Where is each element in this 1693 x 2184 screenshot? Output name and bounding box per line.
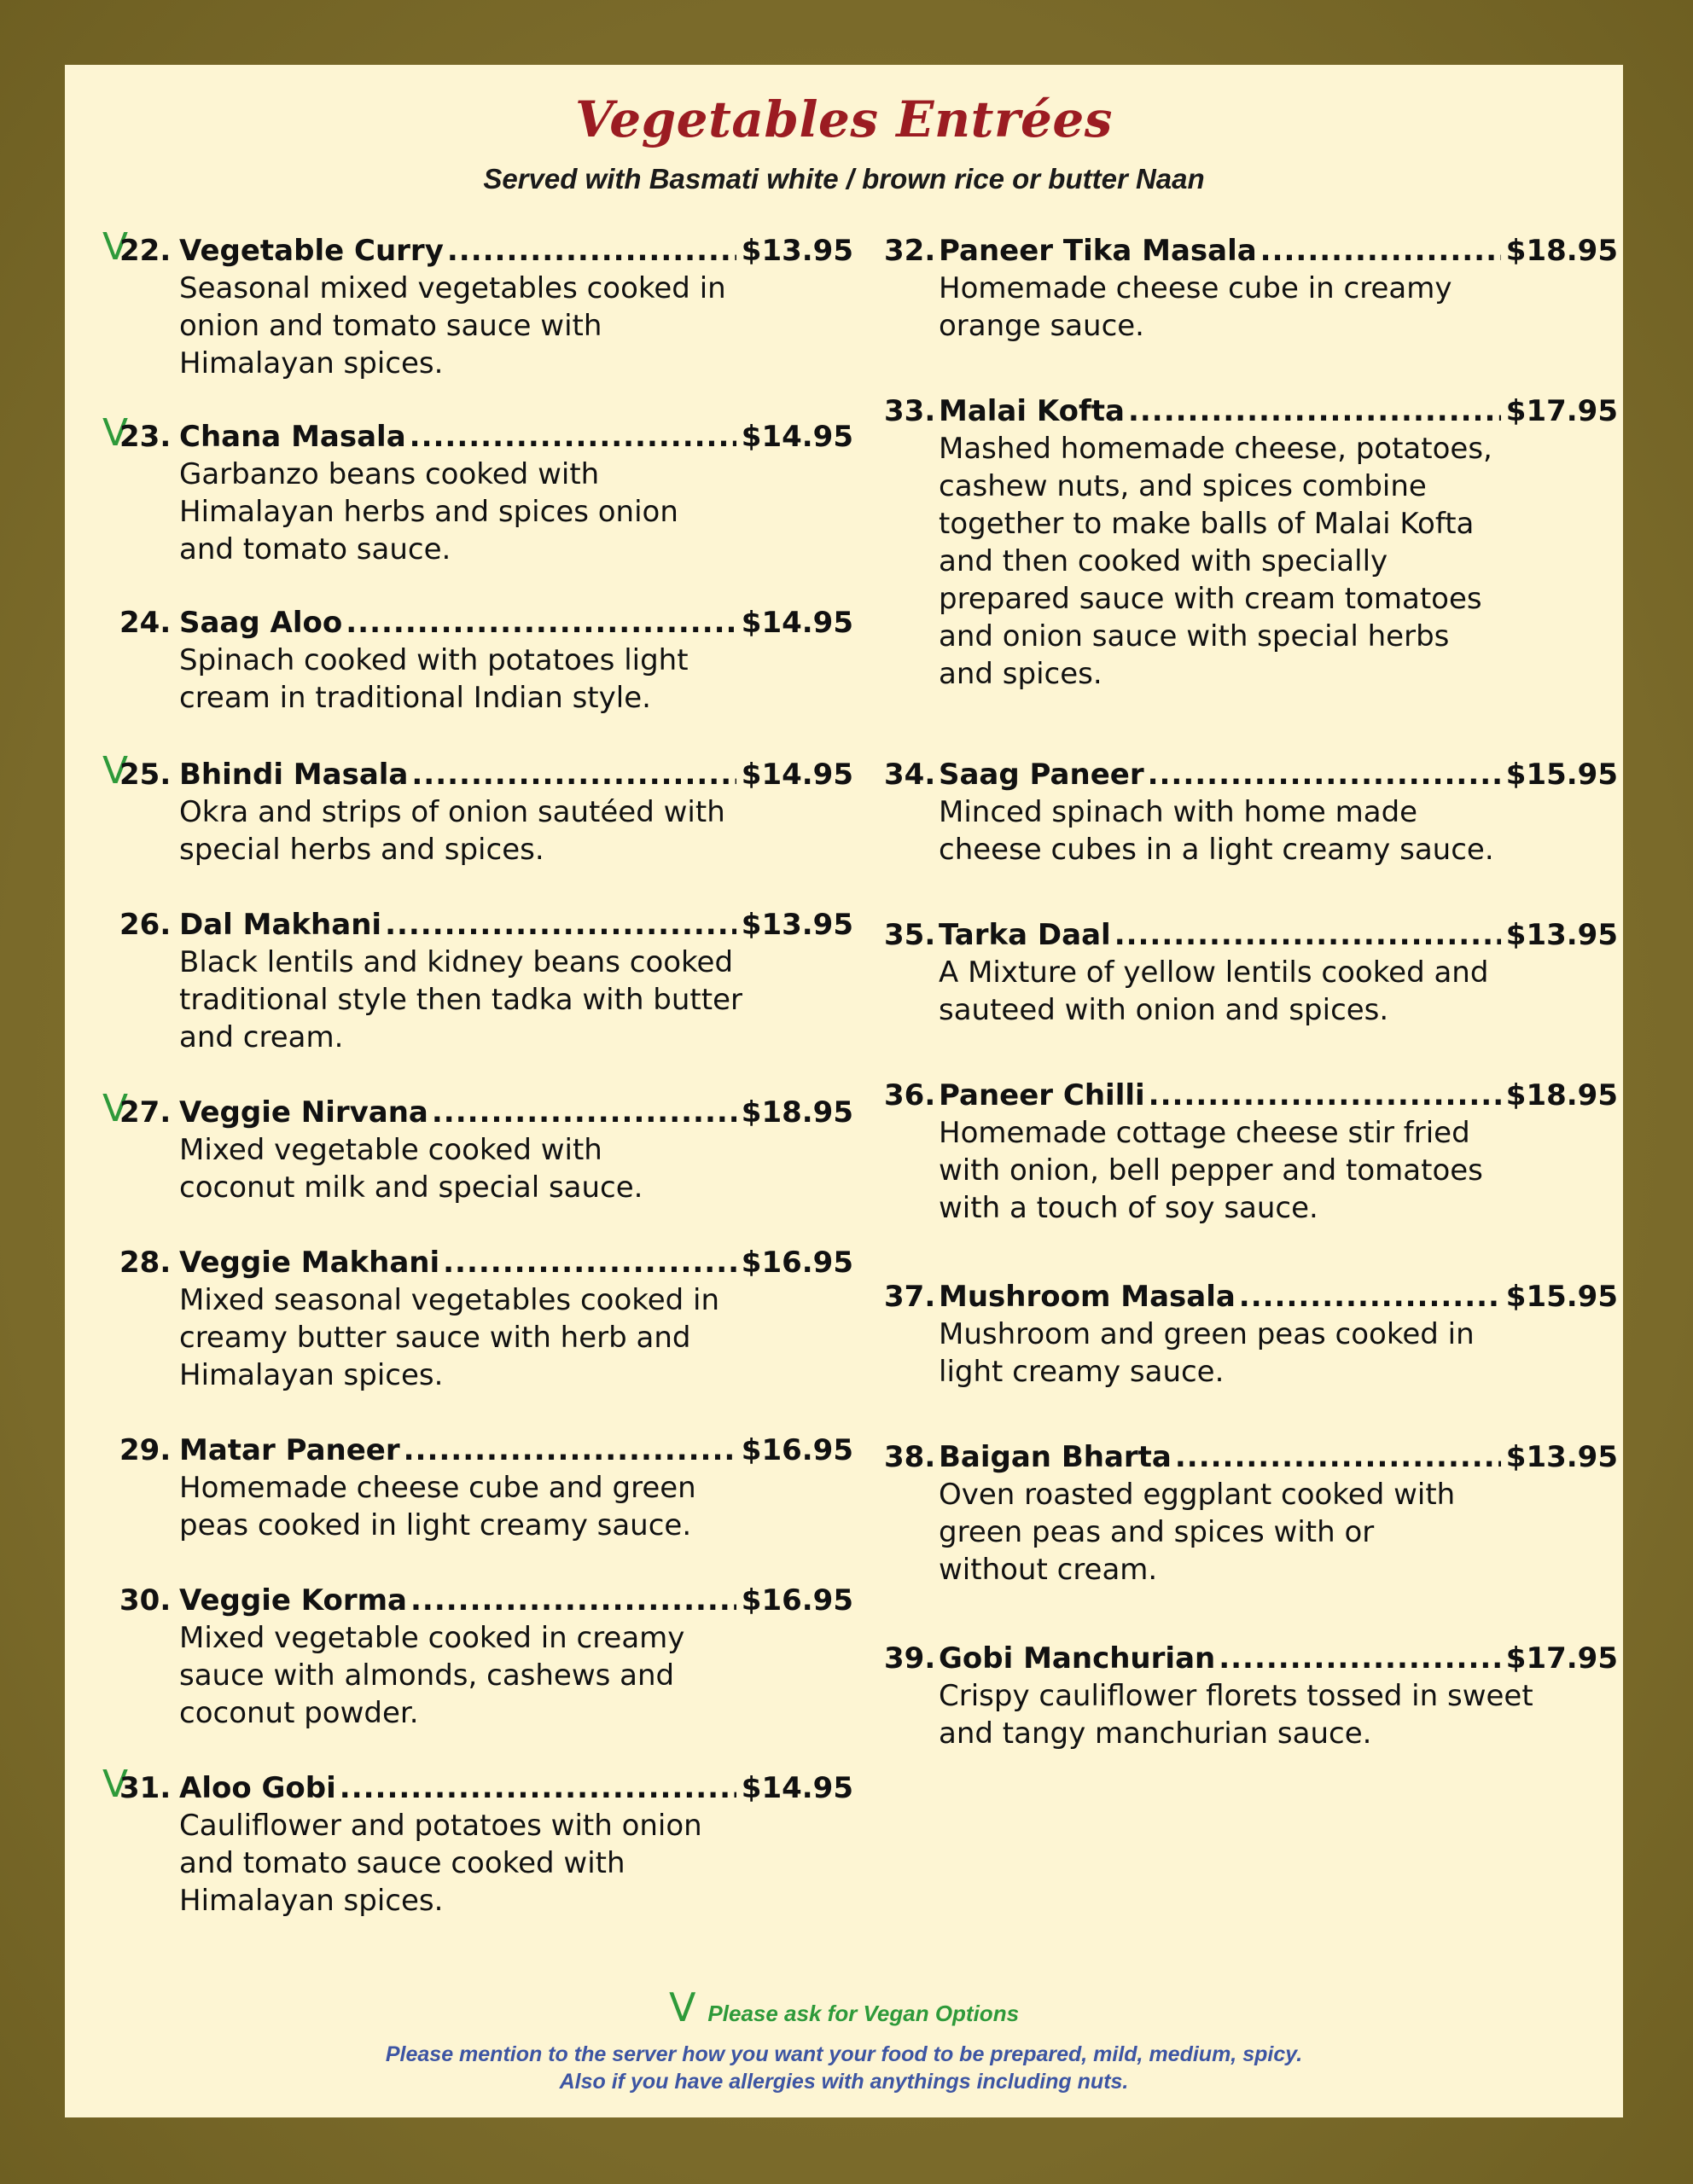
item-price: $15.95 <box>1505 1280 1618 1314</box>
item-name: Aloo Gobi <box>179 1771 336 1805</box>
item-number: 28. <box>119 1246 172 1280</box>
menu-item <box>884 392 1618 693</box>
item-heading <box>884 916 1618 954</box>
item-number: 37. <box>884 1280 936 1314</box>
item-number: 31. <box>119 1771 172 1805</box>
item-description-line: without cream. <box>939 1553 1158 1587</box>
item-name: Veggie Korma <box>179 1583 407 1618</box>
item-heading <box>884 756 1618 793</box>
menu-item <box>884 756 1618 868</box>
item-number: 30. <box>119 1583 172 1618</box>
item-name: Gobi Manchurian <box>939 1641 1216 1676</box>
leader-dots <box>410 418 736 456</box>
menu-item <box>884 1640 1618 1752</box>
item-price: $13.95 <box>741 908 853 942</box>
item-description-line: sauce with almonds, cashews and <box>179 1658 675 1693</box>
item-heading <box>119 1432 853 1469</box>
item-description-line: Minced spinach with home made <box>939 795 1418 829</box>
item-number: 34. <box>884 758 936 792</box>
item-description-line: Homemade cheese cube and green <box>179 1471 696 1505</box>
item-name: Malai Kofta <box>939 394 1125 428</box>
item-description-line: Homemade cheese cube in creamy <box>939 271 1452 305</box>
item-name: Chana Masala <box>179 420 406 454</box>
item-heading <box>119 604 853 642</box>
leader-dots <box>385 906 736 944</box>
leader-dots <box>1239 1278 1501 1316</box>
item-heading <box>884 392 1618 430</box>
item-number: 39. <box>884 1641 936 1676</box>
item-price: $13.95 <box>741 234 853 268</box>
item-name: Veggie Nirvana <box>179 1095 428 1130</box>
item-heading <box>119 1769 853 1807</box>
item-description-line: cheese cubes in a light creamy sauce. <box>939 833 1494 867</box>
item-description-line: with a touch of soy sauce. <box>939 1191 1318 1225</box>
page-subtitle: Served with Basmati white / brown rice or butter Naan <box>483 163 1205 195</box>
item-name: Veggie Makhani <box>179 1246 440 1280</box>
leader-dots <box>410 1582 736 1619</box>
item-description-line: light creamy sauce. <box>939 1355 1225 1389</box>
leader-dots <box>1128 392 1501 430</box>
item-heading <box>119 1582 853 1619</box>
item-price: $17.95 <box>1505 394 1618 428</box>
item-description-line: Garbanzo beans cooked with <box>179 457 600 491</box>
item-heading <box>119 1244 853 1281</box>
item-description-line: Himalayan spices. <box>179 1358 444 1392</box>
item-description-line: and onion sauce with special herbs <box>939 619 1450 653</box>
item-price: $14.95 <box>741 758 853 792</box>
item-heading <box>119 232 853 270</box>
vegan-mark-icon: V <box>102 225 129 269</box>
vegan-note-text: Please ask for Vegan Options <box>707 2001 1020 2026</box>
item-price: $15.95 <box>1505 758 1618 792</box>
item-name: Mushroom Masala <box>939 1280 1236 1314</box>
leader-dots <box>1260 232 1501 270</box>
item-price: $14.95 <box>741 1771 853 1805</box>
item-description-line: prepared sauce with cream tomatoes <box>939 582 1482 616</box>
item-description-line: and cream. <box>179 1020 344 1054</box>
item-heading <box>884 1438 1618 1476</box>
item-number: 24. <box>119 606 172 640</box>
leader-dots <box>340 1769 736 1807</box>
item-description-line: Oven roasted eggplant cooked with <box>939 1478 1456 1512</box>
item-number: 29. <box>119 1433 172 1467</box>
vegan-mark-icon: V <box>102 411 129 455</box>
item-description-line: Himalayan spices. <box>179 346 444 380</box>
leader-dots <box>1219 1640 1501 1677</box>
item-description-line: with onion, bell pepper and tomatoes <box>939 1153 1483 1188</box>
item-heading <box>884 1640 1618 1677</box>
item-description-line: Black lentils and kidney beans cooked <box>179 945 734 979</box>
item-number: 36. <box>884 1078 936 1112</box>
item-description-line: coconut powder. <box>179 1696 419 1730</box>
item-name: Saag Aloo <box>179 606 343 640</box>
item-price: $14.95 <box>741 606 853 640</box>
item-price: $18.95 <box>1505 234 1618 268</box>
vegan-mark-icon: V <box>102 1763 129 1806</box>
menu-panel <box>65 65 1623 2117</box>
item-description-line: and tomato sauce cooked with <box>179 1846 625 1880</box>
item-description-line: and then cooked with specially <box>939 544 1388 578</box>
item-description-line: Mixed vegetable cooked with <box>179 1133 602 1167</box>
leader-dots <box>1148 756 1501 793</box>
item-heading <box>119 418 853 456</box>
item-description-line: sauteed with onion and spices. <box>939 993 1389 1027</box>
item-description-line: Himalayan spices. <box>179 1884 444 1918</box>
item-description-line: orange sauce. <box>939 309 1144 343</box>
item-name: Bhindi Masala <box>179 758 409 792</box>
item-number: 38. <box>884 1440 936 1474</box>
item-number: 23. <box>119 420 172 454</box>
menu-item <box>884 232 1618 345</box>
item-description-line: Okra and strips of onion sautéed with <box>179 795 725 829</box>
leader-dots <box>432 1094 736 1131</box>
leader-dots <box>411 756 736 793</box>
item-heading <box>884 1278 1618 1316</box>
item-description-line: Seasonal mixed vegetables cooked in <box>179 271 726 305</box>
leader-dots <box>1149 1077 1501 1114</box>
item-heading <box>119 756 853 793</box>
item-description-line: Mixed seasonal vegetables cooked in <box>179 1283 720 1317</box>
item-number: 25. <box>119 758 172 792</box>
server-note-line-2: Also if you have allergies with anythings including nuts. <box>559 2070 1129 2094</box>
menu-item <box>884 1438 1618 1589</box>
item-price: $17.95 <box>1505 1641 1618 1676</box>
item-description-line: and tomato sauce. <box>179 532 451 566</box>
item-price: $16.95 <box>741 1583 853 1618</box>
item-description-line: Crispy cauliflower florets tossed in sweet <box>939 1679 1533 1713</box>
vegan-mark-icon: V <box>102 1087 129 1130</box>
item-price: $13.95 <box>1505 1440 1618 1474</box>
leader-dots <box>443 1244 736 1281</box>
item-price: $18.95 <box>741 1095 853 1130</box>
vegan-note <box>65 1984 1623 2030</box>
item-description-line: together to make balls of Malai Kofta <box>939 507 1475 541</box>
item-price: $16.95 <box>741 1433 853 1467</box>
item-price: $16.95 <box>741 1246 853 1280</box>
vegan-mark-icon: V <box>102 749 129 793</box>
item-description-line: green peas and spices with or <box>939 1515 1375 1549</box>
item-description-line: and tangy manchurian sauce. <box>939 1716 1372 1751</box>
item-price: $13.95 <box>1505 918 1618 952</box>
leader-dots <box>1114 916 1501 954</box>
leader-dots <box>346 604 736 642</box>
item-description-line: cashew nuts, and spices combine <box>939 469 1427 503</box>
item-description-line: cream in traditional Indian style. <box>179 681 651 715</box>
item-price: $14.95 <box>741 420 853 454</box>
item-description-line: coconut milk and special sauce. <box>179 1170 643 1205</box>
item-number: 33. <box>884 394 936 428</box>
leader-dots <box>404 1432 736 1469</box>
item-description-line: A Mixture of yellow lentils cooked and <box>939 956 1489 990</box>
item-description-line: traditional style then tadka with butter <box>179 983 742 1017</box>
item-name: Paneer Chilli <box>939 1078 1145 1112</box>
item-number: 22. <box>119 234 172 268</box>
page-title: Vegetables Entrées <box>575 90 1113 148</box>
leader-dots <box>1175 1438 1501 1476</box>
item-description-line: Cauliflower and potatoes with onion <box>179 1809 702 1843</box>
item-number: 35. <box>884 918 936 952</box>
item-description-line: and spices. <box>939 657 1102 691</box>
item-heading <box>119 1094 853 1131</box>
item-number: 27. <box>119 1095 172 1130</box>
server-note-line-1: Please mention to the server how you want your food to be prepared, mild, medium, spicy. <box>385 2042 1303 2066</box>
menu-item <box>884 1278 1618 1391</box>
item-name: Dal Makhani <box>179 908 382 942</box>
item-description-line: Mixed vegetable cooked in creamy <box>179 1621 685 1655</box>
item-name: Matar Paneer <box>179 1433 400 1467</box>
item-description-line: Mashed homemade cheese, potatoes, <box>939 432 1492 466</box>
item-description-line: creamy butter sauce with herb and <box>179 1321 691 1355</box>
item-number: 32. <box>884 234 936 268</box>
item-name: Paneer Tika Masala <box>939 234 1257 268</box>
item-description-line: Spinach cooked with potatoes light <box>179 643 689 677</box>
item-name: Tarka Daal <box>939 918 1111 952</box>
item-description-line: Homemade cottage cheese stir fried <box>939 1116 1470 1150</box>
item-description-line: special herbs and spices. <box>179 833 544 867</box>
item-heading <box>119 906 853 944</box>
item-name: Baigan Bharta <box>939 1440 1172 1474</box>
menu-item <box>884 1077 1618 1227</box>
item-description-line: Mushroom and green peas cooked in <box>939 1317 1475 1351</box>
item-heading <box>884 1077 1618 1114</box>
item-description-line: peas cooked in light creamy sauce. <box>179 1508 692 1542</box>
item-name: Vegetable Curry <box>179 234 444 268</box>
vegan-mark-icon: V <box>668 1984 696 2030</box>
item-description-line: onion and tomato sauce with <box>179 309 602 343</box>
item-name: Saag Paneer <box>939 758 1144 792</box>
item-number: 26. <box>119 908 172 942</box>
item-heading <box>884 232 1618 270</box>
leader-dots <box>447 232 736 270</box>
item-description-line: Himalayan herbs and spices onion <box>179 495 678 529</box>
item-price: $18.95 <box>1505 1078 1618 1112</box>
menu-item <box>884 916 1618 1029</box>
